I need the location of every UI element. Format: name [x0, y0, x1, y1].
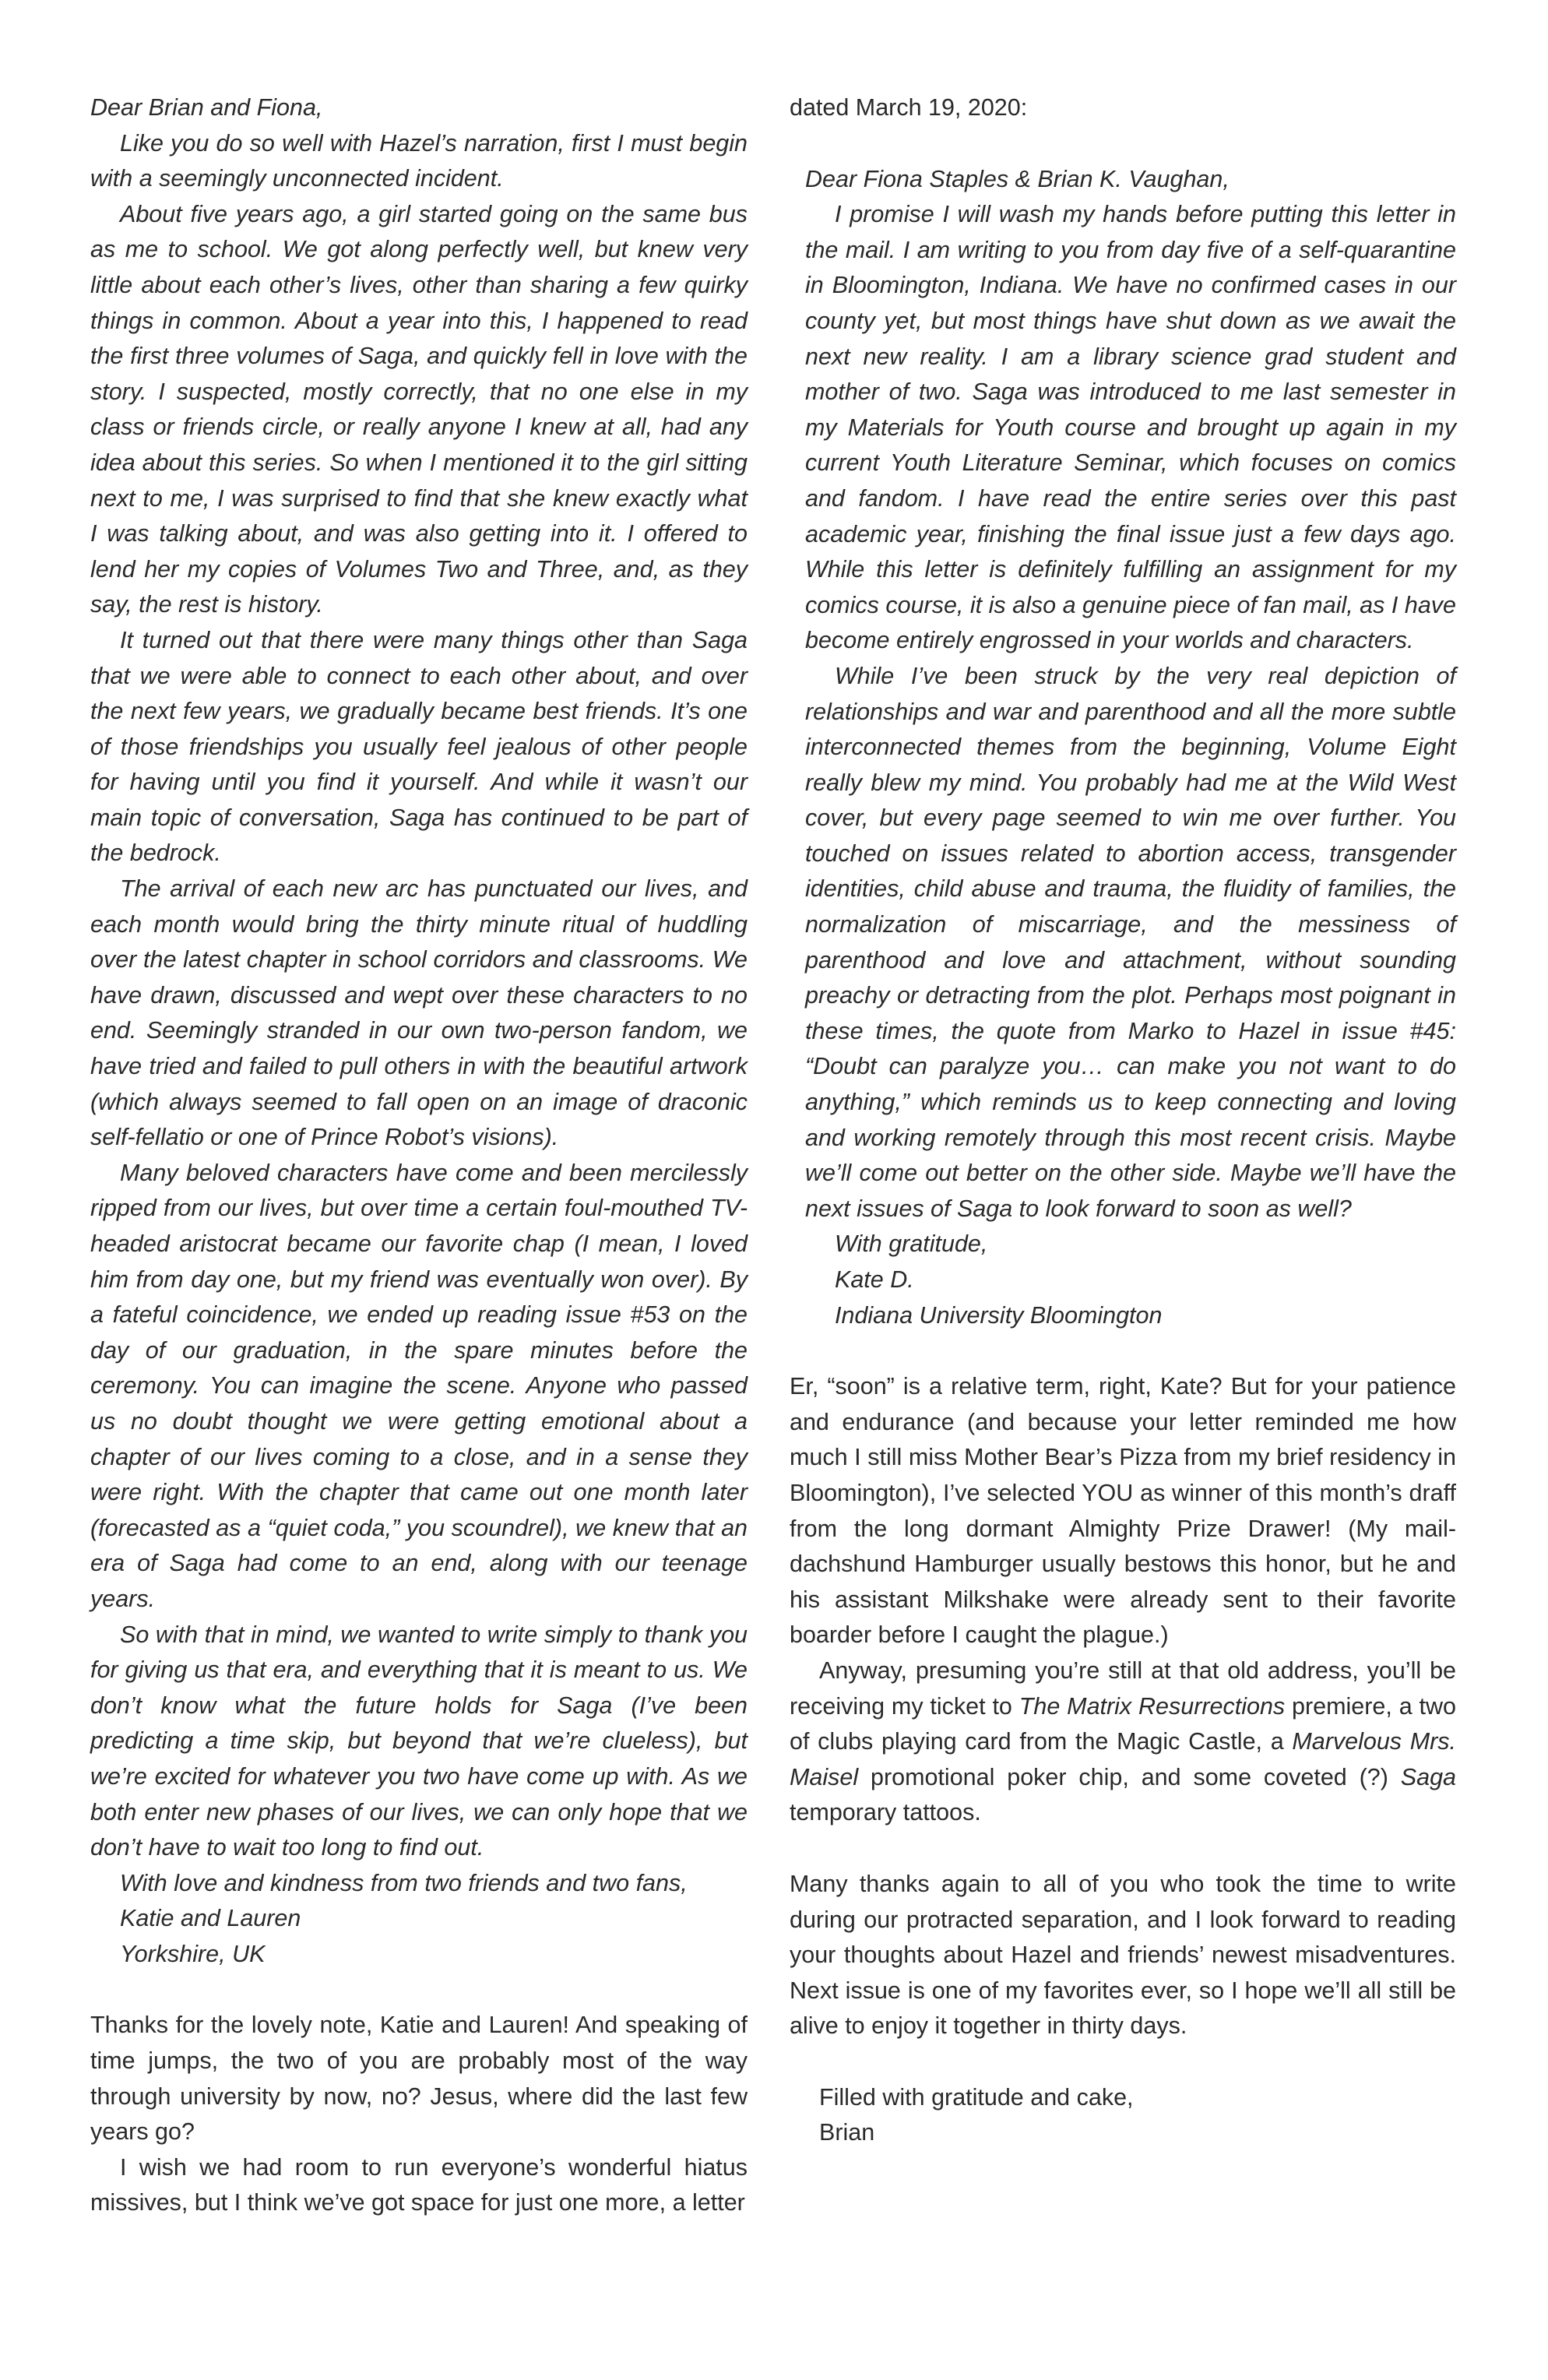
letter-paragraph: Like you do so well with Hazel’s narration, first I must begin with a seemingly unconnected incident.	[90, 129, 748, 192]
spacer	[790, 1333, 1456, 1369]
reply-paragraph: Thanks for the lovely note, Katie and Lauren! And speaking of time jumps, the two of you are probably most of the way through university by now, no? Jesus, where did the last few years go?	[90, 2012, 748, 2146]
reply-signature: Brian	[819, 2119, 875, 2146]
letter-closing: With gratitude,	[835, 1230, 988, 1258]
reply-to-kate	[790, 1369, 1456, 2151]
letter-kate-d	[790, 162, 1456, 1334]
spacer	[90, 1972, 748, 2008]
letter-paragraph: The arrival of each new arc has punctuated our lives, and each month would bring the thirty minute ritual of huddling over the latest chapter in school corridors and classrooms. We have drawn, discussed and wept over these characters to no end. Seemingly stranded in our own two-person fandom, we have tried and failed to pull others in with the beautiful artwork (which always seemed to fall open on an image of draconic self-fellatio or one of Prince Robot’s visions).	[90, 875, 748, 1151]
title-marvelous-mrs-maisel: Marvelous Mrs. Maisel	[790, 1728, 1456, 1790]
letter-paragraph: Many beloved characters have come and been mercilessly ripped from our lives, but over time a certain foul-mouthed TV-headed aristocrat became our favorite chap (I mean, I loved him from day one, but my friend was eventually won over). By a fateful coincidence, we ended up reading issue #53 on the day of our graduation, in the spare minutes before the ceremony. You can imagine the scene. Anyone who passed us no doubt thought we were getting emotional about a chapter of our lives coming to a close, and in a sense they were right. With the chapter that came out one month later (forecasted as a “quiet coda,” you scoundrel), we knew that an era of Saga had come to an end, along with our teenage years.	[90, 1159, 748, 1612]
reply-paragraph: Er, “soon” is a relative term, right, Kate? But for your patience and endurance (and because your letter reminded me how much I still miss Mother Bear’s Pizza from my brief residency in Bloomington), I’ve selected YOU as winner of this month’s draff from the long dormant Almighty Prize Drawer! (My mail-dachshund Hamburger usually bestows this honor, but he and his assistant Milkshake were already sent to their favorite boarder before I caught the plague.)	[790, 1373, 1456, 1649]
letter-location: Yorkshire, UK	[120, 1940, 266, 1967]
reply-signoff: Filled with gratitude and cake,	[819, 2083, 1134, 2111]
letter-paragraph: So with that in mind, we wanted to write simply to thank you for giving us that era, and everything that it is meant to us. We don’t know what the future holds for Saga (I’ve been predicting a time skip, but beyond that we’re clueless), but we’re excited for whatever you two have come up with. As we both enter new phases of our lives, we can only hope that we don’t have to wait too long to find out.	[90, 1621, 748, 1861]
spacer	[790, 1831, 1456, 1867]
right-column	[790, 90, 1456, 2151]
reply-paragraph: Many thanks again to all of you who took the time to write during our protracted separation, and I look forward to reading your thoughts about Hazel and friends’ newest misadventures. Next issue is one of my favorites ever, so I hope we’ll all still be alive to enjoy it together in thirty days.	[790, 1870, 1456, 2040]
letter-signature: Katie and Lauren	[120, 1905, 301, 1932]
letter-location: Indiana University Bloomington	[835, 1301, 1163, 1329]
letter-paragraph: It turned out that there were many things other than Saga that we were able to connect to each other about, and over the next few years, we gradually became best friends. It’s one of those friendships you usually feel jealous of other people for having until you find it yourself. And while it wasn’t our main topic of conversation, Saga has continued to be part of the bedrock.	[90, 626, 748, 867]
reply-continuation-text: dated March 19, 2020:	[790, 94, 1028, 121]
reply-text: promotional poker chip, and some coveted (?)	[858, 1763, 1401, 1790]
reply-text: temporary tattoos.	[790, 1799, 981, 1826]
reply-to-katie-lauren	[90, 2008, 748, 2221]
letter-paragraph: About five years ago, a girl started going on the same bus as me to school. We got along perfectly well, but knew very little about each other’s lives, other than sharing a few quirky things in common. About a year into this, I happened to read the first three volumes of Saga, and quickly fell in love with the story. I suspected, mostly correctly, that no one else in my class or friends circle, or really anyone I knew at all, had any idea about this series. So when I mentioned it to the girl sitting next to me, I was surprised to find that she knew exactly what I was talking about, and was also getting into it. I offered to lend her my copies of Volumes Two and Three, and, as they say, the rest is history.	[90, 200, 748, 618]
letter-katie-lauren	[90, 90, 748, 1972]
reply-continuation	[790, 90, 1456, 126]
reply-paragraph: I wish we had room to run everyone’s wonderful hiatus missives, but I think we’ve got space for just one more, a letter	[90, 2153, 748, 2216]
title-matrix-resurrections: The Matrix Resurrections	[1019, 1692, 1286, 1720]
reply-text: premiere, a two of clubs playing card from the Magic Castle, a	[790, 1692, 1456, 1755]
reply-text: Anyway, presuming you’re still at that old address, you’ll be receiving my ticket to	[790, 1656, 1456, 1720]
left-column	[90, 90, 748, 2221]
letter-salutation: Dear Fiona Staples & Brian K. Vaughan,	[805, 165, 1230, 192]
title-saga: Saga	[1400, 1763, 1456, 1790]
letter-salutation: Dear Brian and Fiona,	[90, 94, 323, 121]
letter-paragraph: I promise I will wash my hands before putting this letter in the mail. I am writing to you from day five of a self-quarantine in Bloomington, Indiana. We have no confirmed cases in our county yet, but most things have shut down as we await the next new reality. I am a library science grad student and mother of two. Saga was introduced to me last semester in my Materials for Youth course and brought up again in my current Youth Literature Seminar, which focuses on comics and fandom. I have read the entire series over this past academic year, finishing the final issue just a few days ago. While this letter is definitely fulfilling an assignment for my comics course, it is also a genuine piece of fan mail, as I have become entirely engrossed in your worlds and characters.	[805, 201, 1456, 654]
letter-closing: With love and kindness from two friends and two fans,	[120, 1869, 688, 1896]
letter-paragraph: While I’ve been struck by the very real depiction of relationships and war and parenthood and all the more subtle interconnected themes from the beginning, Volume Eight really blew my mind. You probably had me at the Wild West cover, but every page seemed to win me over further. You touched on issues related to abortion access, transgender identities, child abuse and trauma, the fluidity of families, the normalization of miscarriage, and the messiness of parenthood and love and attachment, without sounding preachy or detracting from the plot. Perhaps most poignant in these times, the quote from Marko to Hazel in issue #45: “Doubt can paralyze you… can make you not want to do anything,” which reminds us to keep connecting and loving and working remotely through this most recent crisis. Maybe we’ll come out better on the other side. Maybe we’ll have the next issues of Saga to look forward to soon as well?	[805, 662, 1456, 1222]
spacer	[790, 126, 1456, 162]
spacer	[790, 2044, 1456, 2080]
letter-signature: Kate D.	[835, 1266, 914, 1293]
reply-paragraph-prizes	[790, 1653, 1456, 1831]
